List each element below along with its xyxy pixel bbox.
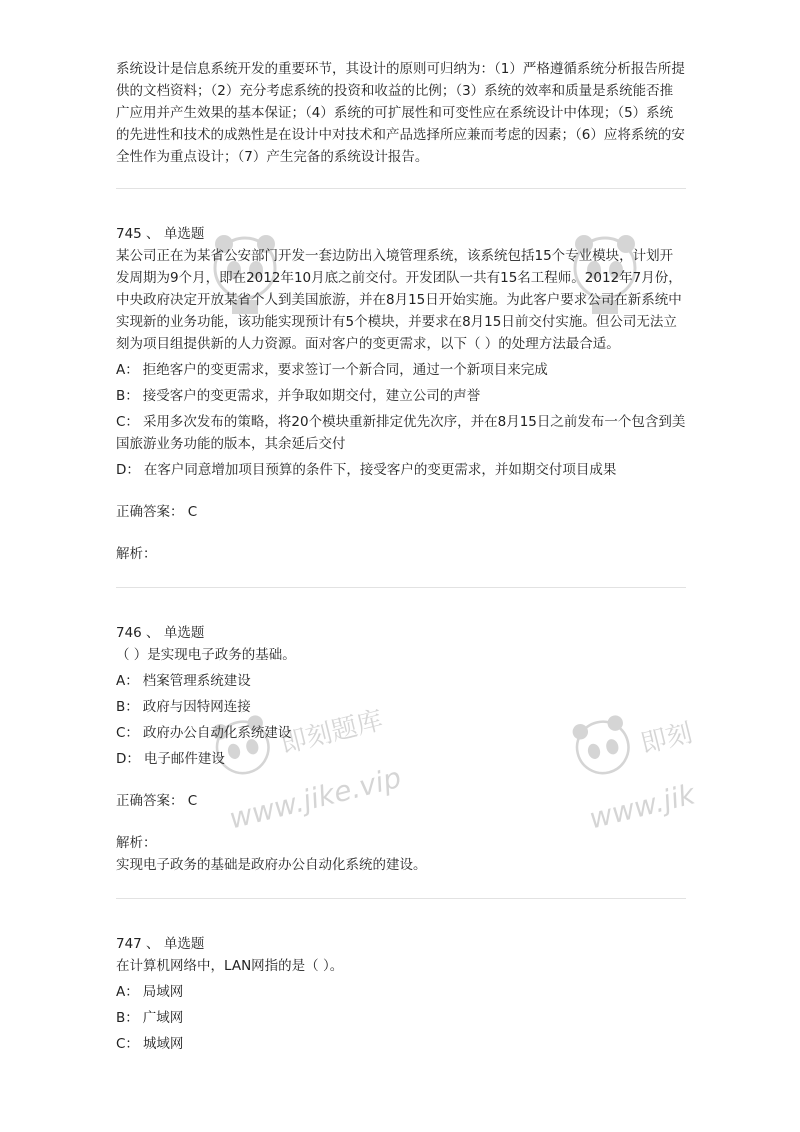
option-b[interactable] xyxy=(116,385,686,407)
option-label: B： xyxy=(116,388,139,404)
option-text: 采用多次发布的策略，将20个模块重新排定优先次序，并在8月15日之前发布一个包含到美国旅游业务功能的版本，其余延后交付 xyxy=(116,414,686,452)
option-d[interactable] xyxy=(116,748,686,770)
option-text: 拒绝客户的变更需求，要求签订一个新合同，通过一个新项目来完成 xyxy=(142,362,548,378)
option-label: C： xyxy=(116,1036,139,1052)
divider xyxy=(116,898,686,899)
question-text: 某公司正在为某省公安部门开发一套边防出入境管理系统，该系统包括15个专业模块，计划开发周期为9个月，即在2012年10月底之前交付。开发团队一共有15名工程师。2012年7月份，中央政府决定开放某省个人到美国旅游，并在8月15日开始实施。为此客户要求公司在新系统中实现新的业务功能，该功能实现预计有5个模块，并要求在8月15日前交付实施。但公司无法立刻为项目组提供新的人力资源。面对客户的变更需求，以下（ ）的处理方法最合适。 xyxy=(116,248,682,352)
option-text: 政府办公自动化系统建设 xyxy=(142,725,292,741)
option-label: A： xyxy=(116,362,139,378)
option-text: 电子邮件建设 xyxy=(143,751,225,767)
question-header: 746 、 单选题 xyxy=(116,625,205,641)
option-label: C： xyxy=(116,414,139,430)
option-a[interactable] xyxy=(116,359,686,381)
option-text: 广域网 xyxy=(142,1010,184,1026)
correct-answer: 正确答案： C xyxy=(116,793,198,809)
analysis-label: 解析： xyxy=(116,835,157,851)
option-b[interactable] xyxy=(116,696,686,718)
option-a[interactable] xyxy=(116,670,686,692)
question-header: 747 、 单选题 xyxy=(116,936,205,952)
watermark-brand-partial: 即刻 xyxy=(637,717,696,760)
analysis-label: 解析： xyxy=(116,546,157,562)
watermark-url-partial: www.jik xyxy=(585,777,699,836)
document-page xyxy=(116,58,686,1055)
option-label: C： xyxy=(116,725,139,741)
option-c[interactable] xyxy=(116,411,686,455)
analysis-text: 实现电子政务的基础是政府办公自动化系统的建设。 xyxy=(116,857,427,873)
option-text: 局域网 xyxy=(142,984,184,1000)
option-text: 在客户同意增加项目预算的条件下，接受客户的变更需求，并如期交付项目成果 xyxy=(143,462,617,478)
option-label: D： xyxy=(116,462,140,478)
option-label: B： xyxy=(116,1010,139,1026)
question-745 xyxy=(116,223,686,587)
divider xyxy=(116,587,686,588)
watermark-url: www.jike.vip xyxy=(225,760,405,836)
option-label: D： xyxy=(116,751,140,767)
divider xyxy=(116,188,686,189)
correct-answer: 正确答案： C xyxy=(116,504,198,520)
intro-paragraph: 系统设计是信息系统开发的重要环节，其设计的原则可归纳为：（1）严格遵循系统分析报告所提供的文档资料；（2）充分考虑系统的投资和收益的比例；（3）系统的效率和质量是系统能否推广应用并产生效果的基本保证；（4）系统的可扩展性和可变性应在系统设计中体现；（5）系统的先进性和技术的成熟性是在设计中对技术和产品选择所应兼而考虑的因素；（6）应将系统的安全性作为重点设计；（7）产生完备的系统设计报告。 xyxy=(116,61,685,165)
question-747 xyxy=(116,933,686,1055)
option-d[interactable] xyxy=(116,459,686,481)
option-label: A： xyxy=(116,673,139,689)
option-label: B： xyxy=(116,699,139,715)
question-text: （ ）是实现电子政务的基础。 xyxy=(116,647,296,663)
question-746 xyxy=(116,622,686,898)
option-text: 城域网 xyxy=(142,1036,184,1052)
option-text: 接受客户的变更需求，并争取如期交付，建立公司的声誉 xyxy=(142,388,481,404)
option-a[interactable] xyxy=(116,981,686,1003)
option-text: 档案管理系统建设 xyxy=(142,673,251,689)
question-header: 745 、 单选题 xyxy=(116,226,205,242)
option-c[interactable] xyxy=(116,1033,686,1055)
option-b[interactable] xyxy=(116,1007,686,1029)
watermark-brand: 即刻题库 xyxy=(277,705,386,760)
option-label: A： xyxy=(116,984,139,1000)
option-c[interactable] xyxy=(116,722,686,744)
question-text: 在计算机网络中，LAN网指的是（ ）。 xyxy=(116,958,344,974)
option-text: 政府与因特网连接 xyxy=(142,699,251,715)
